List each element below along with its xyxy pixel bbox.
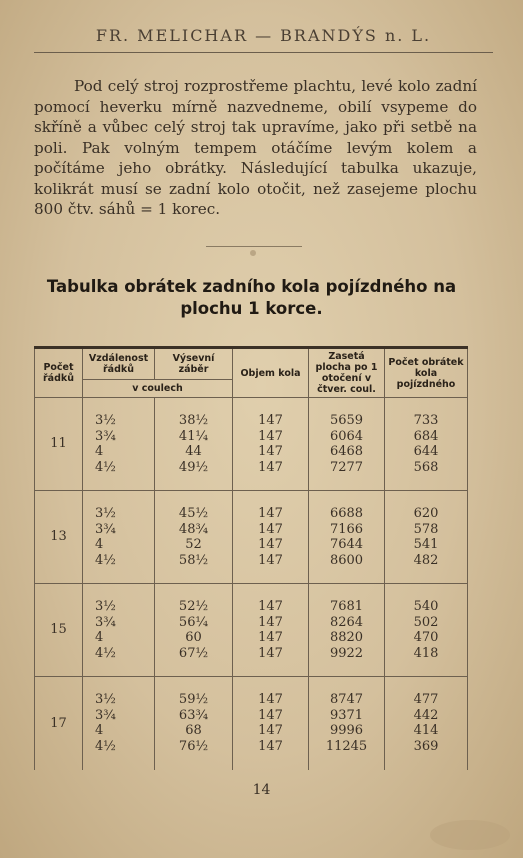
table-title: Tabulka obrátek zadního kola pojízdného na plochu 1 korce. [46, 277, 457, 318]
spacing-value: 4½ [95, 738, 116, 754]
spacing-value: 4 [95, 537, 104, 552]
intro-paragraph: Pod celý stroj rozprostřeme plachtu, levé kolo zadní pomocí heverku mírně nazvedneme, obilí vsypeme do skříně a vůbec celý stroj tak upravíme, jako při setbě na poli. Pak volným tempem otáčíme levým kolem a počítáme jeho obrátky. Následující tabulka ukazuje, kolikrát musí se zadní kolo otočit, než zasejeme plochu 800 čtv. sáhů = 1 korec. [34, 77, 477, 218]
zaber-cell [155, 677, 233, 770]
spacing-value: 4½ [95, 552, 116, 568]
obratky-value: 644 [413, 444, 439, 459]
zaber-value: 59½ [178, 692, 209, 708]
zaber-cell [155, 584, 233, 677]
spacing-cell [83, 677, 155, 770]
zaber-value: 63¾ [178, 707, 209, 723]
separator-rule [206, 246, 302, 247]
spacing-cell [83, 584, 155, 677]
plocha-value: 6468 [329, 444, 364, 459]
row-count-cell: 13 [35, 491, 83, 584]
row-count-cell: 17 [35, 677, 83, 770]
objem-cell [233, 491, 309, 584]
spacing-cell [83, 398, 155, 491]
table-row-group [35, 677, 468, 770]
objem-value: 147 [258, 413, 283, 428]
plocha-cell [309, 677, 385, 770]
spacing-value: 4½ [95, 459, 116, 475]
obratky-value: 414 [413, 723, 439, 739]
spacing-value: 3½ [95, 692, 116, 708]
obratky-value: 620 [413, 506, 439, 521]
objem-cell [233, 677, 309, 770]
plocha-value: 6064 [329, 428, 364, 444]
zaber-value: 68 [185, 723, 202, 739]
objem-value: 147 [258, 459, 283, 475]
objem-value: 147 [258, 723, 283, 739]
row-count-cell: 11 [35, 398, 83, 491]
plocha-cell [309, 398, 385, 491]
plocha-value: 8747 [329, 692, 364, 708]
plocha-value: 6688 [329, 506, 364, 521]
zaber-value: 49½ [178, 459, 209, 475]
objem-value: 147 [258, 707, 283, 723]
zaber-cell [155, 398, 233, 491]
plocha-value: 7681 [329, 599, 364, 614]
objem-cell [233, 398, 309, 491]
plocha-value: 8600 [329, 552, 364, 568]
obratky-value: 482 [413, 552, 439, 568]
obratky-cell [385, 677, 468, 770]
obratky-cell [385, 398, 468, 491]
turns-table [34, 346, 468, 770]
zaber-value: 60 [185, 630, 202, 645]
plocha-value: 9996 [329, 723, 364, 739]
plocha-value: 9922 [329, 645, 364, 661]
spacing-value: 3½ [95, 599, 116, 614]
zaber-value: 56¼ [178, 614, 209, 630]
objem-value: 147 [258, 428, 283, 444]
header-v-coulech: v coulech [83, 380, 233, 398]
header-zaseta-plocha: Zasetá plocha po 1 otočení v čtver. coul. [309, 348, 385, 398]
paper-stain [430, 820, 510, 850]
objem-value: 147 [258, 521, 283, 537]
zaber-value: 41¼ [178, 428, 209, 444]
objem-value: 147 [258, 537, 283, 552]
obratky-value: 540 [413, 599, 439, 614]
objem-cell [233, 584, 309, 677]
zaber-value: 52 [185, 537, 202, 552]
obratky-value: 442 [413, 707, 439, 723]
table-row-group [35, 398, 468, 491]
paper-stain [250, 250, 256, 256]
objem-value: 147 [258, 692, 283, 708]
objem-value: 147 [258, 614, 283, 630]
spacing-value: 4 [95, 444, 104, 459]
obratky-cell [385, 584, 468, 677]
obratky-value: 578 [413, 521, 439, 537]
spacing-value: 3½ [95, 506, 116, 521]
plocha-cell [309, 584, 385, 677]
objem-value: 147 [258, 506, 283, 521]
plocha-value: 7277 [329, 459, 364, 475]
spacing-value: 3½ [95, 413, 116, 428]
obratky-value: 470 [413, 630, 439, 645]
obratky-value: 568 [413, 459, 439, 475]
header-objem-kola: Objem kola [233, 348, 309, 398]
plocha-value: 8820 [329, 630, 364, 645]
plocha-value: 7166 [329, 521, 364, 537]
header-pocet-radku: Počet řádků [35, 348, 83, 398]
header-vysevni: Výsevní záběr [155, 348, 233, 380]
objem-value: 147 [258, 599, 283, 614]
obratky-value: 541 [413, 537, 439, 552]
obratky-value: 684 [413, 428, 439, 444]
spacing-value: 3¾ [95, 707, 116, 723]
plocha-value: 7644 [329, 537, 364, 552]
plocha-cell [309, 491, 385, 584]
obratky-cell [385, 491, 468, 584]
objem-value: 147 [258, 630, 283, 645]
zaber-cell [155, 491, 233, 584]
spacing-value: 3¾ [95, 428, 116, 444]
spacing-value: 4 [95, 723, 104, 739]
zaber-value: 44 [185, 444, 202, 459]
table-row-group [35, 584, 468, 677]
spacing-value: 4½ [95, 645, 116, 661]
zaber-value: 52½ [178, 599, 209, 614]
obratky-value: 369 [413, 738, 439, 754]
spacing-value: 4 [95, 630, 104, 645]
objem-value: 147 [258, 444, 283, 459]
obratky-value: 502 [413, 614, 439, 630]
page-number: 14 [252, 782, 271, 798]
plocha-value: 5659 [329, 413, 364, 428]
zaber-value: 67½ [178, 645, 209, 661]
plocha-value: 11245 [325, 738, 368, 754]
spacing-value: 3¾ [95, 521, 116, 537]
row-count-cell: 15 [35, 584, 83, 677]
header-vzdalenost: Vzdálenost řádků [83, 348, 155, 380]
plocha-value: 8264 [329, 614, 364, 630]
objem-value: 147 [258, 645, 283, 661]
running-header: FR. MELICHAR — BRANDÝS n. L. [34, 26, 493, 53]
table-row-group [35, 491, 468, 584]
obratky-value: 418 [413, 645, 439, 661]
zaber-value: 76½ [178, 738, 209, 754]
zaber-value: 58½ [178, 552, 209, 568]
objem-value: 147 [258, 738, 283, 754]
plocha-value: 9371 [329, 707, 364, 723]
spacing-value: 3¾ [95, 614, 116, 630]
obratky-value: 477 [413, 692, 439, 708]
header-pocet-obratek: Počet obrátek kola pojízdného [385, 348, 468, 398]
zaber-value: 38½ [178, 413, 209, 428]
spacing-cell [83, 491, 155, 584]
obratky-value: 733 [413, 413, 439, 428]
zaber-value: 45½ [178, 506, 209, 521]
objem-value: 147 [258, 552, 283, 568]
zaber-value: 48¾ [178, 521, 209, 537]
